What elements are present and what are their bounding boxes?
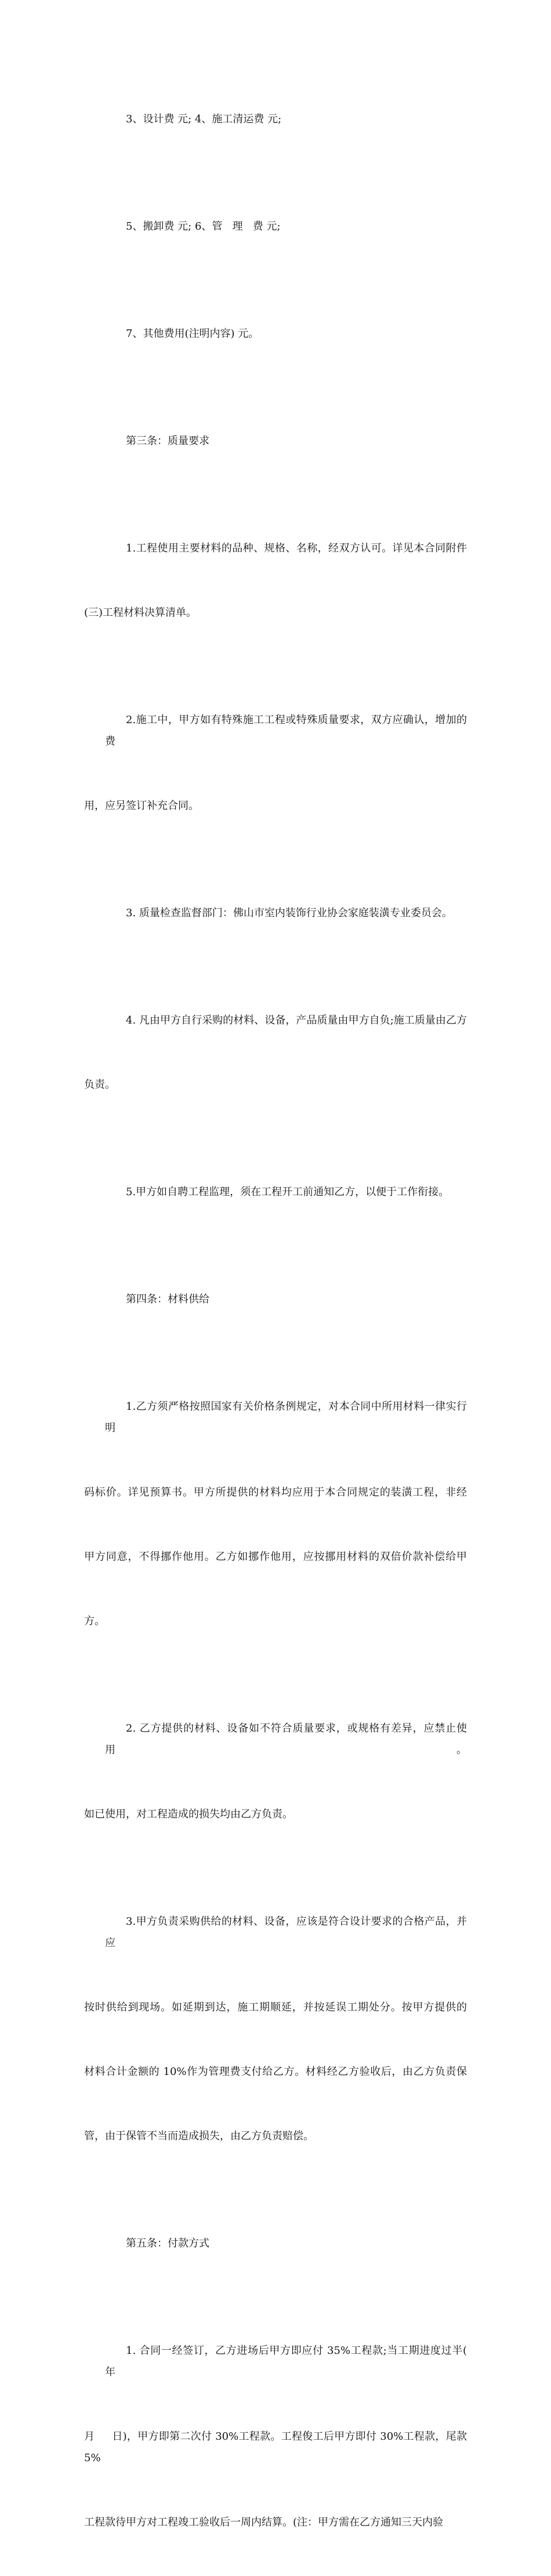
text-line: 甲方同意，不得挪作他用。乙方如挪作他用，应按挪用材料的双倍价款补偿给甲 <box>84 1551 467 1563</box>
quality-clause-4 <box>84 967 467 1138</box>
quality-clause-3 <box>84 859 467 967</box>
quality-clause-5 <box>84 1138 467 1246</box>
fee-item-design-cleanup <box>84 66 467 173</box>
text-line: 码标价。详见预算书。甲方所提供的材料均应用于本合同规定的装潢工程，非经 <box>84 1486 467 1499</box>
text-line: 2. 乙方提供的材料、设备如不符合质量要求，或规格有差异，应禁止使用。 <box>105 1722 467 1756</box>
section-heading: 第五条：付款方式 <box>126 2237 209 2250</box>
text-line: (三)工程材料决算清单。 <box>84 607 197 619</box>
text-line: 工程款待甲方对工程竣工验收后一周内结算。(注：甲方需在乙方通知三天内验 <box>84 2516 444 2528</box>
text-line: 1.工程使用主要材料的品种、规格、名称，经双方认可。详见本合同附件 <box>126 542 467 554</box>
text-line: 3、设计费 元; 4、施工清运费 元; <box>126 113 282 125</box>
text-line: 如已使用，对工程造成的损失均由乙方负责。 <box>84 1808 293 1820</box>
section-heading-materials <box>84 1246 467 1353</box>
payment-clause-1 <box>84 2297 484 2576</box>
quality-clause-1 <box>84 495 467 666</box>
section-heading-quality <box>84 387 467 495</box>
fee-item-handling-management <box>84 173 467 280</box>
contract-text <box>84 66 484 2576</box>
section-heading: 第三条：质量要求 <box>126 435 209 447</box>
section-heading: 第四条：材料供给 <box>126 1293 209 1305</box>
text-line: 7、其他费用(注明内容) 元。 <box>126 328 259 340</box>
materials-clause-1 <box>84 1353 467 1675</box>
text-line: 3. 质量检查监督部门：佛山市室内装饰行业协会家庭装潢专业委员会。 <box>126 907 452 919</box>
text-line: 方。 <box>84 1615 105 1627</box>
materials-clause-2 <box>84 1675 467 1868</box>
text-line: 1.乙方须严格按照国家有关价格条例规定，对本合同中所用材料一律实行明 <box>105 1401 467 1434</box>
materials-clause-3 <box>84 1868 467 2190</box>
text-line: 月 日)，甲方即第二次付 30%工程款。工程俊工后甲方即付 30%工程款，尾款 5% <box>84 2430 470 2464</box>
text-line: 2.施工中，甲方如有特殊施工工程或特殊质量要求，双方应确认，增加的费 <box>105 714 467 748</box>
text-line: 4. 凡由甲方自行采购的材料、设备，产品质量由甲方自负;施工质量由乙方 <box>126 1014 467 1026</box>
text-line: 1. 合同一经签订，乙方进场后甲方即应付 35%工程款;当工期进度过半( 年 <box>105 2345 484 2378</box>
text-line: 管，由于保管不当而造成损失，由乙方负责赔偿。 <box>84 2130 314 2142</box>
section-heading-payment <box>84 2190 467 2297</box>
text-line: 材料合计金额的 10%作为管理费支付给乙方。材料经乙方验收后，由乙方负责保 <box>84 2066 467 2078</box>
quality-clause-2 <box>84 666 467 859</box>
text-line: 3.甲方负责采购供给的材料、设备，应该是符合设计要求的合格产品，并应 <box>105 1915 467 1949</box>
text-line: 负责。 <box>84 1079 115 1091</box>
text-line: 按时供给到现场。如延期到达，施工期顺延，并按延误工期处分。按甲方提供的 <box>84 2001 467 2013</box>
text-line: 5、搬卸费 元; 6、管 理 费 元; <box>126 220 281 233</box>
text-line: 5.甲方如自聘工程监理，须在工程开工前通知乙方，以便于工作衔接。 <box>126 1186 449 1198</box>
text-line: 用，应另签订补充合同。 <box>84 800 199 812</box>
fee-item-other <box>84 280 467 387</box>
